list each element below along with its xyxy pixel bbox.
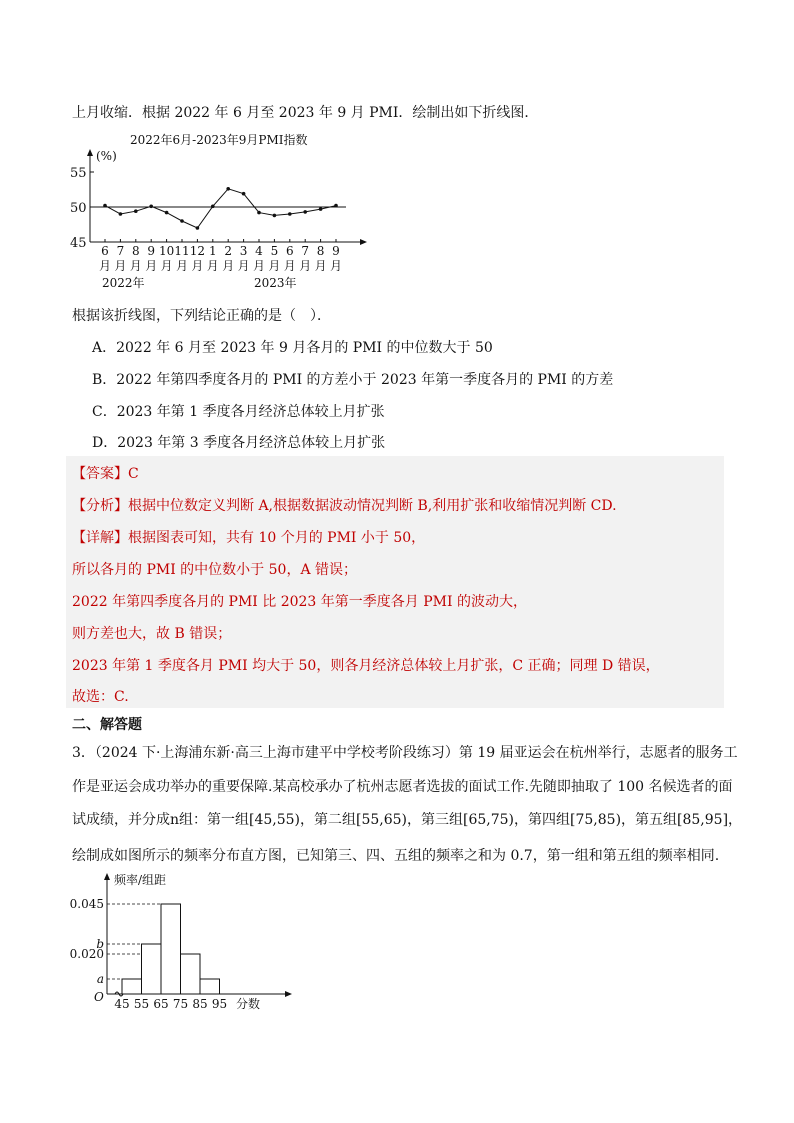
pmi-point-14 (319, 207, 323, 211)
pmi-point-4 (165, 211, 169, 215)
detail-line-1: 所以各月的 PMI 的中位数小于 50，A 错误； (72, 562, 358, 578)
pmi-point-10 (257, 211, 261, 215)
answer-value: C (128, 466, 139, 482)
intro-line: 上月收缩．根据 2022 年 6 月至 2023 年 9 月 PMI．绘制出如下折线图． (72, 105, 539, 121)
hist-x-tick-85: 85 (192, 997, 208, 1011)
x-tick-unit-13: 月 (299, 259, 312, 273)
x-tick-num-11: 5 (270, 244, 279, 258)
x-tick-num-15: 9 (332, 244, 340, 258)
hist-origin: O (94, 990, 104, 1004)
pmi-point-13 (303, 210, 307, 214)
x-tick-unit-9: 月 (237, 259, 250, 273)
problem3-line-0: 3．（2024 下·上海浦东新·高三上海市建平中学校考阶段练习）第 19 届亚运会在杭州举行，志愿者的服务工 (72, 745, 738, 761)
x-tick-num-6: 12 (189, 244, 206, 258)
analysis-line (72, 495, 617, 515)
detail-text-0: 根据图表可知，共有 10 个月的 PMI 小于 50， (128, 530, 426, 546)
chart-ylabel: (%) (96, 149, 117, 163)
year-label-2023: 2023年 (254, 276, 297, 290)
problem3-line-3: 绘制成如图所示的频率分布直方图，已知第三、四、五组的频率之和为 0.7，第一组和第五组的频率相同. (72, 848, 720, 864)
y-tick-label-50: 50 (70, 201, 87, 216)
pmi-point-15 (334, 204, 338, 208)
answer-tag: 【答案】 (72, 466, 128, 482)
x-tick-num-4: 10 (158, 244, 175, 258)
hist-x-tick-65: 65 (153, 997, 169, 1011)
x-tick-unit-14: 月 (314, 259, 327, 273)
option-d: D．2023 年第 3 季度各月经济总体较上月扩张 (92, 435, 386, 451)
x-tick-unit-7: 月 (206, 259, 219, 273)
option-c: C．2023 年第 1 季度各月经济总体较上月扩张 (92, 404, 385, 420)
hist-x-tick-75: 75 (172, 997, 189, 1011)
analysis-tag: 【分析】 (72, 498, 128, 514)
x-tick-unit-5: 月 (175, 259, 189, 273)
x-tick-unit-10: 月 (252, 259, 266, 273)
pmi-point-5 (180, 219, 184, 223)
hist-bar-3 (181, 954, 201, 994)
question-stem: 根据该折线图，下列结论正确的是（ ）． (72, 308, 331, 324)
answer-line (72, 463, 139, 483)
hist-bar-2 (161, 904, 181, 994)
problem3-line-2: 试成绩，并分成n组：第一组[45,55)，第二组[55,65)，第三组[65,75)，第四组[75,85)，第五组[85,95]， (72, 812, 743, 828)
hist-bar-1 (142, 944, 162, 994)
option-b: B．2022 年第四季度各月的 PMI 的方差小于 2023 年第一季度各月的 PMI 的方差 (92, 372, 614, 388)
pmi-line-chart (68, 126, 398, 296)
x-tick-unit-15: 月 (329, 259, 343, 273)
hist-marks (122, 904, 220, 994)
detail-line-2: 2022 年第四季度各月的 PMI 比 2023 年第一季度各月 PMI 的波动大， (72, 594, 527, 610)
pmi-point-12 (288, 212, 292, 216)
y-tick-label-45: 45 (70, 236, 87, 251)
frequency-histogram (70, 868, 300, 1018)
pmi-point-8 (226, 187, 230, 191)
section-title: 二、解答题 (72, 717, 142, 733)
hist-ylabel: 频率/组距 (114, 873, 167, 887)
pmi-series-line (105, 189, 336, 228)
x-axis-arrow (360, 239, 367, 245)
x-tick-num-12: 6 (285, 244, 294, 258)
hist-y-label-3: a (96, 972, 104, 986)
pmi-point-7 (211, 205, 215, 209)
x-tick-unit-6: 月 (191, 259, 204, 273)
year-label-2022: 2022年 (102, 276, 145, 290)
x-tick-num-2: 8 (131, 244, 140, 258)
x-tick-num-14: 8 (316, 244, 325, 258)
chart-title: 2022年6月-2023年9月PMI指数 (130, 133, 308, 147)
detail-line-4: 2023 年第 1 季度各月 PMI 均大于 50，则各月经济总体较上月扩张，C 正确；同理 D 错误， (72, 658, 660, 674)
x-tick-num-1: 7 (116, 244, 125, 258)
pmi-point-6 (196, 226, 200, 230)
x-tick-num-3: 9 (147, 244, 156, 258)
hist-x-tick-45: 45 (114, 997, 130, 1011)
hist-x-tick-95: 95 (211, 997, 228, 1011)
chart-marks (103, 187, 338, 230)
pmi-point-9 (242, 192, 246, 196)
x-tick-unit-2: 月 (129, 259, 142, 273)
y-tick-label-55: 55 (70, 166, 87, 181)
x-tick-num-9: 3 (239, 244, 248, 258)
detail-line-0 (72, 527, 425, 547)
hist-y-label-0: 0.045 (70, 897, 104, 911)
x-tick-unit-4: 月 (160, 259, 173, 273)
x-tick-num-13: 7 (301, 244, 310, 258)
x-tick-unit-8: 月 (222, 259, 235, 273)
problem3-line-1: 作是亚运会成功举办的重要保障.某高校承办了杭州志愿者选拔的面试工作.先随即抽取了 100 名候选者的面 (72, 779, 733, 795)
y-axis-arrow (87, 149, 93, 156)
x-tick-num-5: 11 (174, 244, 190, 258)
x-tick-unit-11: 月 (268, 259, 281, 273)
pmi-point-11 (273, 214, 277, 218)
pmi-point-3 (149, 205, 153, 209)
hist-x-arrow (285, 991, 292, 997)
x-tick-num-7: 1 (208, 244, 217, 258)
pmi-point-2 (134, 209, 138, 213)
hist-xlabel: 分数 (236, 997, 261, 1011)
x-tick-unit-1: 月 (114, 259, 127, 273)
x-tick-unit-3: 月 (145, 259, 158, 273)
x-tick-num-8: 2 (224, 244, 233, 258)
hist-y-arrow (104, 873, 110, 880)
analysis-text: 根据中位数定义判断 A,根据数据波动情况判断 B,利用扩张和收缩情况判断 CD. (128, 498, 617, 514)
hist-y-label-1: b (96, 937, 104, 951)
option-a: A．2022 年 6 月至 2023 年 9 月各月的 PMI 的中位数大于 50 (92, 340, 493, 356)
hist-bar-4 (200, 979, 220, 994)
detail-line-5: 故选：C. (72, 689, 129, 705)
x-tick-num-10: 4 (255, 244, 263, 258)
x-tick-unit-12: 月 (283, 259, 296, 273)
hist-x-tick-55: 55 (133, 997, 150, 1011)
pmi-point-1 (119, 212, 123, 216)
hist-bar-0 (122, 979, 142, 994)
detail-tag: 【详解】 (72, 530, 128, 546)
hist-y-label-2: 0.020 (70, 947, 104, 961)
pmi-point-0 (103, 204, 107, 208)
detail-line-3: 则方差也大，故 B 错误； (72, 626, 232, 642)
x-tick-unit-0: 月 (98, 259, 112, 273)
x-tick-num-0: 6 (101, 244, 109, 258)
